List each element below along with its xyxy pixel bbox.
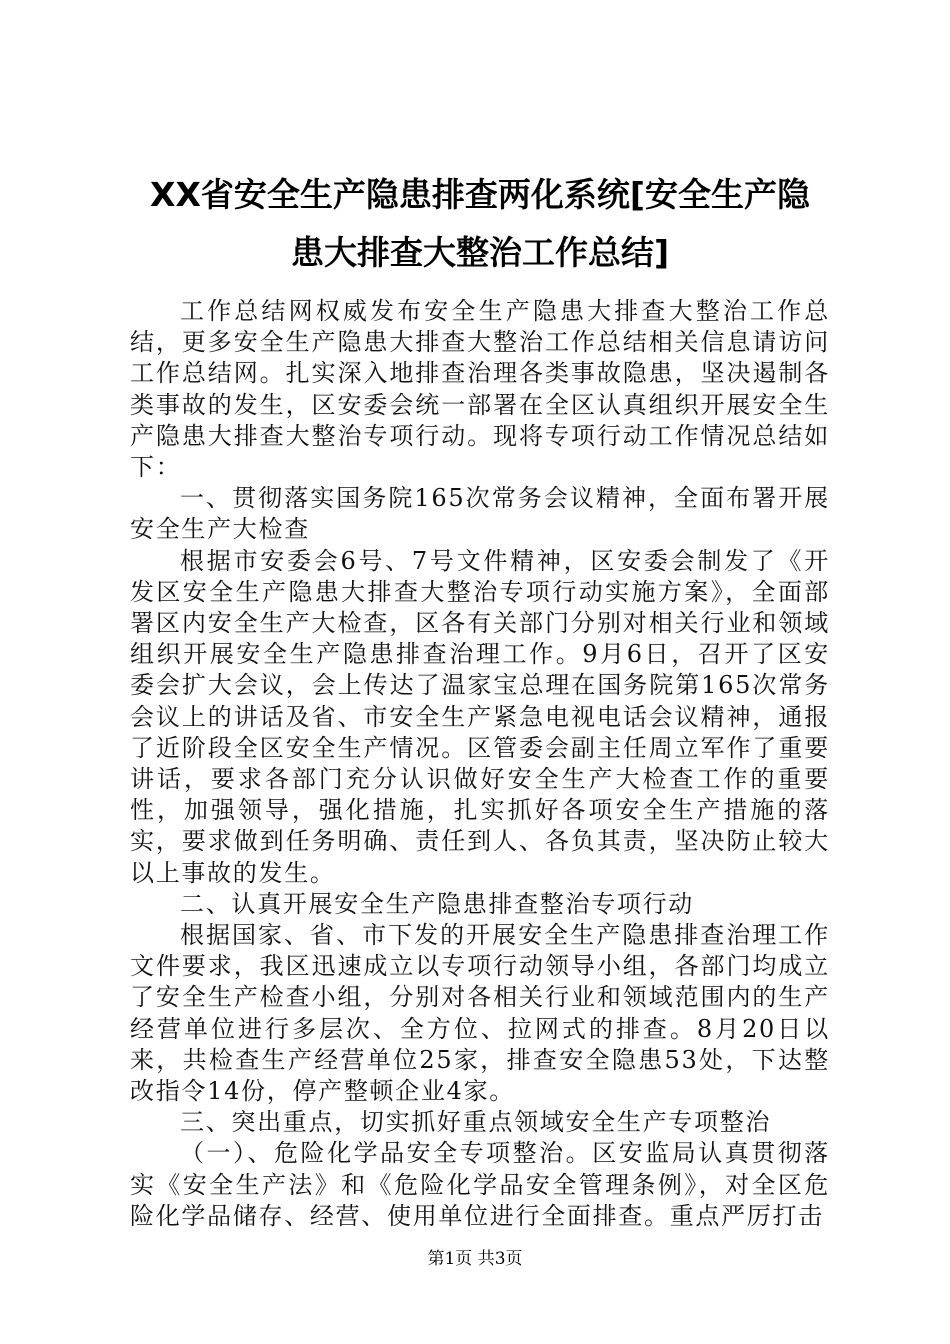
paragraph-intro: 工作总结网权威发布安全生产隐患大排查大整治工作总结，更多安全生产隐患大排查大整治工作总结相关信息请访问工作总结网。扎实深入地排查治理各类事故隐患，坚决遏制各类事故的发生，区安委会统一部署在全区认真组织开展安全生产隐患大排查大整治专项行动。现将专项行动工作情况总结如下： — [130, 297, 830, 482]
section-heading-3: 三、突出重点，切实抓好重点领域安全生产专项整治 — [180, 1108, 772, 1137]
section-heading-2: 二、认真开展安全生产隐患排查整治专项行动 — [180, 889, 694, 918]
title-line-2: 患大排查大整治工作总结] — [290, 233, 670, 272]
paragraph-section-1: 根据市安委会6号、7号文件精神，区安委会制发了《开发区安全生产隐患大排查大整治专项行动实施方案》，全面部署区内安全生产大检查，区各有关部门分别对相关行业和领域组织开展安全生产隐患排查治理工作。9月6日，召开了区安委会扩大会议，会上传达了温家宝总理在国务院第165次常务会议上的讲话及省、市安全生产紧急电视电话会议精神，通报了近阶段全区安全生产情况。区管委会副主任周立军作了重要讲话，要求各部门充分认识做好安全生产大检查工作的重要性，加强领导，强化措施，扎实抓好各项安全生产措施的落实，要求做到任务明确、责任到人、各负其责，坚决防止较大以上事故的发生。 — [130, 546, 830, 887]
paragraph-section-2: 根据国家、省、市下发的开展安全生产隐患排查治理工作文件要求，我区迅速成立以专项行动领导小组，各部门均成立了安全生产检查小组，分别对各相关行业和领域范围内的生产经营单位进行多层次、全方位、拉网式的排查。8月20日以来，共检查生产经营单位25家，排查安全隐患53处，下达整改指令14份，停产整顿企业4家。 — [130, 921, 830, 1106]
paragraph-section-3-1: （一）、危险化学品安全专项整治。区安监局认真贯彻落实《安全生产法》和《危险化学品安全管理条例》，对全区危险化学品储存、经营、使用单位进行全面排查。重点严厉打击 — [130, 1139, 830, 1230]
document-body — [130, 296, 830, 1232]
document-title — [100, 166, 860, 282]
page-number-footer: 第1页 共3页 — [427, 1249, 523, 1269]
section-heading-1: 一、贯彻落实国务院165次常务会议精神，全面布署开展安全生产大检查 — [130, 484, 830, 544]
title-line-1: XX省安全生产隐患排查两化系统[安全生产隐 — [150, 175, 810, 214]
